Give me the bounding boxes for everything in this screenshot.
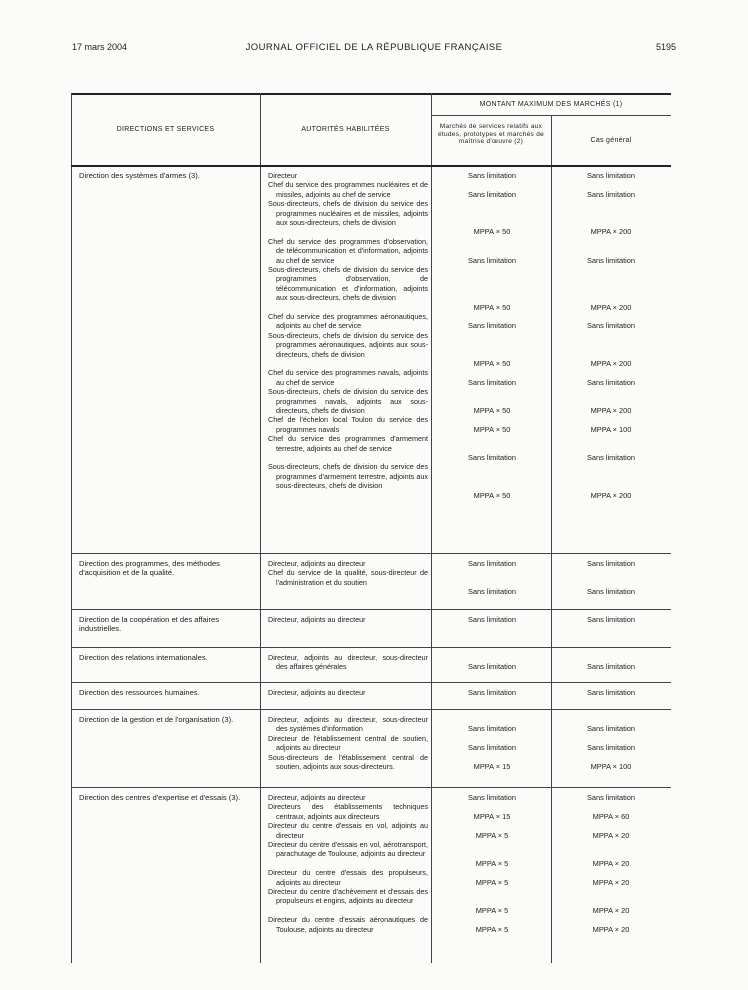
authority-entry: Directeur, adjoints au directeur, sous-directeur des affaires générales — [268, 653, 428, 672]
value-general: MPPA × 100 — [590, 424, 632, 434]
authority-entry: Directeur du centre d'essais en vol, aérotransport, parachutage de Toulouse, adjoints au directeur — [268, 840, 428, 859]
value-etudes: Sans limitation — [467, 724, 517, 734]
authority-entry: Sous-directeurs, chefs de division du service des programmes aéronautiques, adjoints aux sous-directeurs, chefs de division — [268, 330, 428, 359]
value-etudes: Sans limitation — [467, 587, 517, 597]
header-directions: DIRECTIONS ET SERVICES — [116, 126, 215, 133]
value-general: Sans limitation — [586, 793, 636, 802]
header-bottom-rule — [71, 165, 671, 167]
value-general: MPPA × 20 — [592, 877, 630, 887]
value-etudes: Sans limitation — [467, 559, 517, 568]
authority-entry: Directeur du centre d'essais des propulseurs, adjoints au directeur — [268, 868, 428, 887]
value-etudes: MPPA × 50 — [473, 406, 511, 415]
authority-entry: Directeur de l'établissement central de soutien, adjoints au directeur — [268, 733, 428, 753]
value-etudes: Sans limitation — [467, 321, 517, 331]
page-number: 5195 — [655, 42, 676, 52]
direction-label: Direction des relations internationales. — [79, 653, 208, 662]
header-montant: MONTANT MAXIMUM DES MARCHÉS (1) — [479, 101, 623, 108]
value-etudes: MPPA × 50 — [473, 227, 511, 237]
authority-entry: Directeur, adjoints au directeur — [268, 793, 366, 802]
value-general: Sans limitation — [586, 615, 636, 624]
value-etudes: Sans limitation — [467, 615, 517, 624]
authority-entry: Directeur du centre d'achèvement et d'essais des propulseurs et engins, adjoints au directeur — [268, 887, 428, 906]
authority-entry: Directeur du centre d'essais en vol, adjoints au directeur — [268, 821, 428, 840]
value-general: Sans limitation — [586, 453, 636, 462]
authority-entry: Sous-directeurs, chefs de division du service des programmes navals, adjoints aux sous-directeurs, chefs de division — [268, 387, 428, 415]
direction-label: Direction des systèmes d'armes (3). — [79, 171, 200, 180]
value-etudes: MPPA × 50 — [473, 424, 511, 434]
header-col-general: Cas général — [590, 137, 632, 144]
header-col-etudes: Marchés de services relatifs aux études, prototypes et marchés de maîtrise d'œuvre (2) — [437, 123, 545, 145]
value-general: MPPA × 20 — [592, 858, 630, 868]
page-header — [72, 42, 676, 56]
authority-entry: Sous-directeurs, chefs de division du service des programmes d'armement terrestre, adjoints aux sous-directeurs, chefs de division — [268, 462, 428, 491]
montant-subrule — [431, 115, 671, 116]
authority-entry: Chef du service des programmes navals, adjoints au chef de service — [268, 368, 428, 387]
col-divider-1 — [260, 93, 261, 963]
value-etudes: MPPA × 5 — [475, 877, 509, 887]
row-separator — [71, 787, 671, 788]
value-general: Sans limitation — [586, 724, 636, 734]
value-general: Sans limitation — [586, 662, 636, 672]
value-etudes: MPPA × 15 — [473, 762, 511, 771]
value-general: MPPA × 20 — [592, 905, 630, 915]
journal-title: JOURNAL OFFICIEL DE LA RÉPUBLIQUE FRANÇAISE — [245, 42, 503, 53]
value-general: MPPA × 200 — [590, 302, 632, 312]
value-general: MPPA × 100 — [590, 762, 632, 771]
value-general: MPPA × 200 — [590, 227, 632, 237]
authority-entry: Directeur, adjoints au directeur — [268, 615, 366, 624]
value-general: MPPA × 200 — [590, 359, 632, 368]
row-separator — [71, 709, 671, 710]
value-general: Sans limitation — [586, 171, 636, 180]
table-top-rule — [71, 93, 671, 95]
value-general: MPPA × 20 — [592, 830, 630, 840]
value-general: Sans limitation — [586, 255, 636, 265]
value-general: Sans limitation — [586, 743, 636, 753]
value-etudes: MPPA × 5 — [475, 924, 509, 934]
direction-label: Direction de la coopération et des affaires industrielles. — [79, 615, 220, 634]
authority-entry: Directeur, adjoints au directeur, sous-directeur des systèmes d'information — [268, 715, 428, 734]
value-etudes: MPPA × 5 — [475, 830, 509, 840]
value-etudes: MPPA × 50 — [473, 302, 511, 312]
value-etudes: MPPA × 15 — [473, 811, 511, 821]
authority-entry: Chef du service des programmes aéronautiques, adjoints au chef de service — [268, 312, 428, 331]
marches-table — [71, 93, 671, 963]
authority-entry: Chef du service des programmes d'armement terrestre, adjoints au chef de service — [268, 434, 428, 453]
authority-entry: Sous-directeurs de l'établissement central de soutien, adjoints aux sous-directeurs. — [268, 752, 428, 771]
value-etudes: MPPA × 5 — [475, 858, 509, 868]
header-autorites: AUTORITÉS HABILITÉES — [301, 126, 390, 133]
value-etudes: MPPA × 5 — [475, 905, 509, 915]
direction-label: Direction des centres d'expertise et d'essais (3). — [79, 793, 241, 802]
value-general: Sans limitation — [586, 377, 636, 387]
table-left-rule — [71, 93, 72, 963]
authority-entry: Directeurs des établissements techniques centraux, adjoints aux directeurs — [268, 802, 428, 821]
authority-entry: Directeur, adjoints au directeur — [268, 559, 366, 568]
value-etudes: Sans limitation — [467, 662, 517, 672]
row-separator — [71, 647, 671, 648]
direction-label: Direction des programmes, des méthodes d'acquisition et de la qualité. — [79, 559, 220, 578]
value-general: Sans limitation — [586, 587, 636, 597]
value-general: Sans limitation — [586, 321, 636, 331]
value-etudes: Sans limitation — [467, 255, 517, 265]
authority-entry: Sous-directeurs, chefs de division du service des programmes d'observation, de télécommunication et d'information, adjoints aux sous-directeurs, chefs de division — [268, 265, 428, 303]
authority-entry: Chef du service des programmes nucléaires et de missiles, adjoints au chef de service — [268, 180, 428, 199]
value-etudes: Sans limitation — [467, 793, 517, 802]
direction-label: Direction des ressources humaines. — [79, 688, 200, 697]
value-etudes: MPPA × 50 — [473, 490, 511, 500]
value-etudes: Sans limitation — [467, 171, 517, 180]
col-divider-2 — [431, 93, 432, 963]
value-general: MPPA × 200 — [590, 406, 632, 415]
authority-entry: Chef du service de la qualité, sous-directeur de l'administration et du soutien — [268, 568, 428, 587]
direction-label: Direction de la gestion et de l'organisation (3). — [79, 715, 234, 724]
header-date: 17 mars 2004 — [72, 42, 128, 52]
value-general: Sans limitation — [586, 688, 636, 697]
row-separator — [71, 682, 671, 683]
value-etudes: Sans limitation — [467, 743, 517, 753]
value-etudes: MPPA × 50 — [473, 359, 511, 368]
row-separator — [71, 553, 671, 554]
authority-entry: Directeur, adjoints au directeur — [268, 688, 366, 697]
authority-entry: Chef du service des programmes d'observation, de télécommunication et d'information, adjoints au chef de service — [268, 236, 428, 265]
authority-entry: Sous-directeurs, chefs de division du service des programmes nucléaires et de missiles, adjoints aux sous-directeurs, chefs de division — [268, 199, 428, 227]
value-etudes: Sans limitation — [467, 688, 517, 697]
value-etudes: Sans limitation — [467, 377, 517, 387]
authority-entry: Directeur du centre d'essais aéronautiques de Toulouse, adjoints au directeur — [268, 915, 428, 934]
value-general: MPPA × 60 — [592, 811, 630, 821]
value-general: Sans limitation — [586, 559, 636, 568]
value-general: MPPA × 200 — [590, 490, 632, 500]
value-general: MPPA × 20 — [592, 924, 630, 934]
value-etudes: Sans limitation — [467, 453, 517, 462]
row-separator — [71, 609, 671, 610]
authority-entry: Chef de l'échelon local Toulon du service des programmes navals — [268, 415, 428, 434]
authority-entry: Directeur — [268, 171, 298, 180]
value-etudes: Sans limitation — [467, 189, 517, 199]
value-general: Sans limitation — [586, 189, 636, 199]
